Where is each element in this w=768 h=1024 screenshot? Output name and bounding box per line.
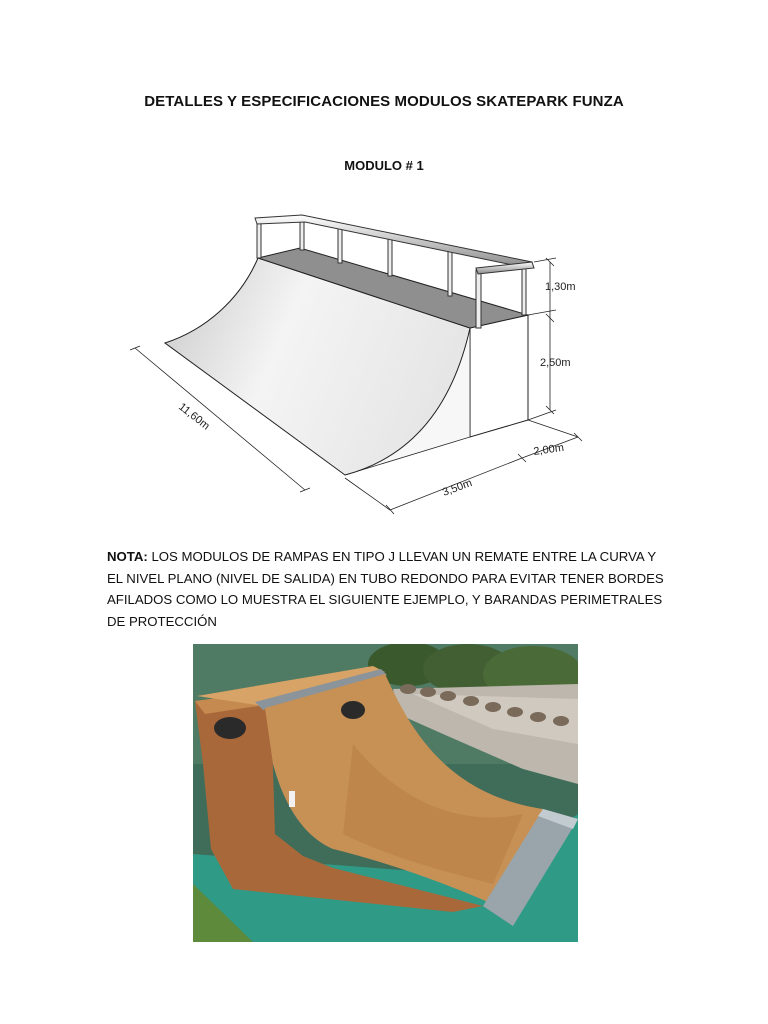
document-title: DETALLES Y ESPECIFICACIONES MODULOS SKATEPARK FUNZA [144,93,624,110]
note-paragraph [107,546,667,632]
dim-label-deck-depth: 2,00m [532,441,565,458]
note-text: LOS MODULOS DE RAMPAS EN TIPO J LLEVAN UN REMATE ENTRE LA CURVA Y EL NIVEL PLANO (NIVEL DE SALIDA) EN TUBO REDONDO PARA EVITAR TENER BORDES AFILADOS COMO LO MUESTRA EL SIGUIENTE EJEMPLO, Y BARANDAS PERIMETRALES DE PROTECCIÓN [107,549,664,629]
dim-label-length: 11,60m [176,400,212,433]
dim-label-deck-height: 2,50m [540,357,571,369]
module-title: MODULO # 1 [344,158,424,173]
example-ramp-photo [193,644,578,942]
dim-label-railing-height: 1,30m [545,281,576,293]
dim-label-width: 3,50m [440,477,474,499]
ramp-side-wall [470,315,528,437]
note-label: NOTA: [107,549,148,564]
